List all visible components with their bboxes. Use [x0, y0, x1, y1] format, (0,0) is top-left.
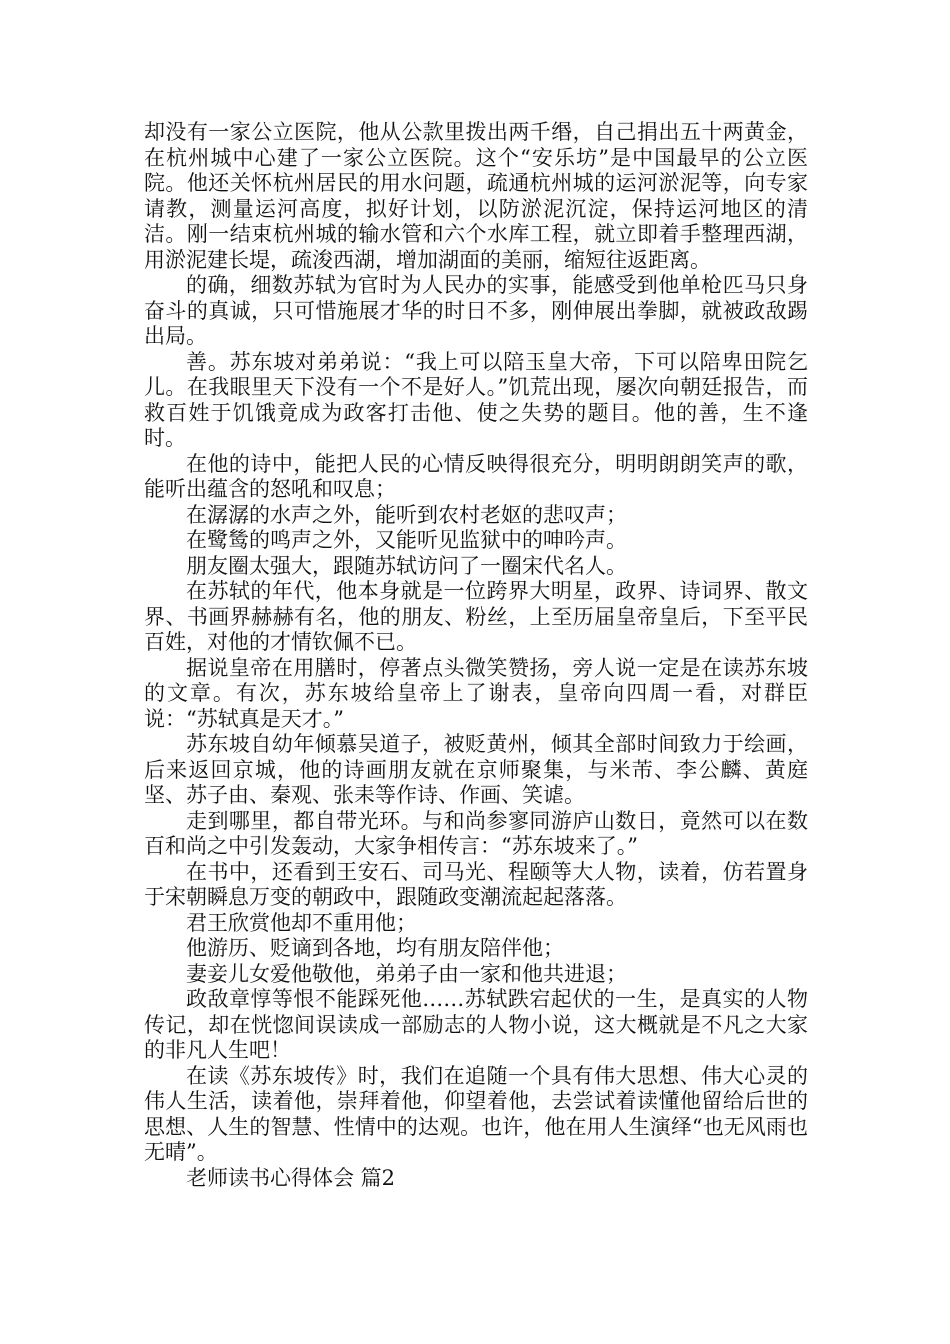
- paragraph-11: 走到哪里，都自带光环。与和尚参寥同游庐山数日，竟然可以在数百和尚之中引发轰动，大家争相传言：“苏东坡来了。”: [144, 808, 808, 858]
- paragraph-6: 在鹭鸶的鸣声之外，又能听见监狱中的呻吟声。: [186, 528, 627, 552]
- paragraph-15: 妻妾儿女爱他敬他，弟弟子由一家和他共进退；: [186, 961, 627, 986]
- section-heading: 老师读书心得体会 篇2: [186, 1165, 396, 1190]
- paragraph-4: 在他的诗中，能把人民的心情反映得很充分，明明朗朗笑声的歌，能听出蕴含的怒吼和叹息；: [144, 451, 808, 501]
- paragraph-16: 政敌章惇等恨不能踩死他……苏轼跌宕起伏的一生，是真实的人物传记，却在恍惚间误读成一部励志的人物小说，这大概就是不凡之大家的非凡人生吧！: [144, 987, 808, 1062]
- paragraph-8: 在苏轼的年代，他本身就是一位跨界大明星，政界、诗词界、散文界、书画界赫赫有名，他的朋友、粉丝，上至历届皇帝皇后，下至平民百姓，对他的才情钦佩不已。: [144, 579, 808, 654]
- paragraph-14: 他游历、贬谪到各地，均有朋友陪伴他；: [186, 936, 564, 960]
- document-body: [144, 120, 808, 1191]
- paragraph-7: 朋友圈太强大，跟随苏轼访问了一圈宋代名人。: [186, 553, 627, 578]
- paragraph-13: 君王欣赏他却不重用他；: [186, 910, 417, 935]
- paragraph-1: 却没有一家公立医院，他从公款里拨出两千缗，自己捐出五十两黄金，在杭州城中心建了一家公立医院。这个“安乐坊”是中国最早的公立医院。他还关怀杭州居民的用水问题，疏通杭州城的运河淤泥等，向专家请教，测量运河高度，拟好计划，以防淤泥沉淀，保持运河地区的清洁。刚一结束杭州城的输水管和六个水库工程，就立即着手整理西湖，用淤泥建长堤，疏浚西湖，增加湖面的美丽，缩短往返距离。: [144, 120, 808, 272]
- paragraph-12: 在书中，还看到王安石、司马光、程颐等大人物，读着，仿若置身于宋朝瞬息万变的朝政中，跟随政变潮流起起落落。: [144, 859, 808, 909]
- paragraph-2: 的确，细数苏轼为官时为人民办的实事，能感受到他单枪匹马只身奋斗的真诚，只可惜施展才华的时日不多，刚伸展出拳脚，就被政敌踢出局。: [144, 273, 808, 348]
- paragraph-5: 在潺潺的水声之外，能听到农村老妪的悲叹声；: [186, 502, 627, 527]
- paragraph-9: 据说皇帝在用膳时，停著点头微笑赞扬，旁人说一定是在读苏东坡的文章。有次，苏东坡给皇帝上了谢表，皇帝向四周一看，对群臣说：“苏轼真是天才。”: [144, 655, 808, 731]
- paragraph-3: 善。苏东坡对弟弟说：“我上可以陪玉皇大帝，下可以陪卑田院乞儿。在我眼里天下没有一个不是好人。”饥荒出现，屡次向朝廷报告，而救百姓于饥饿竟成为政客打击他、使之失势的题目。他的善，生不逢时。: [144, 349, 808, 450]
- paragraph-10: 苏东坡自幼年倾慕吴道子，被贬黄州，倾其全部时间致力于绘画，后来返回京城，他的诗画朋友就在京师聚集，与米芾、李公麟、黄庭坚、苏子由、秦观、张耒等作诗、作画、笑谑。: [144, 732, 808, 807]
- paragraph-17: 在读《苏东坡传》时，我们在追随一个具有伟大思想、伟大心灵的伟人生活，读着他，崇拜着他，仰望着他，去尝试着读懂他留给后世的思想、人生的智慧、性情中的达观。也许，他在用人生演绎“也无风雨也无晴”。: [144, 1063, 808, 1164]
